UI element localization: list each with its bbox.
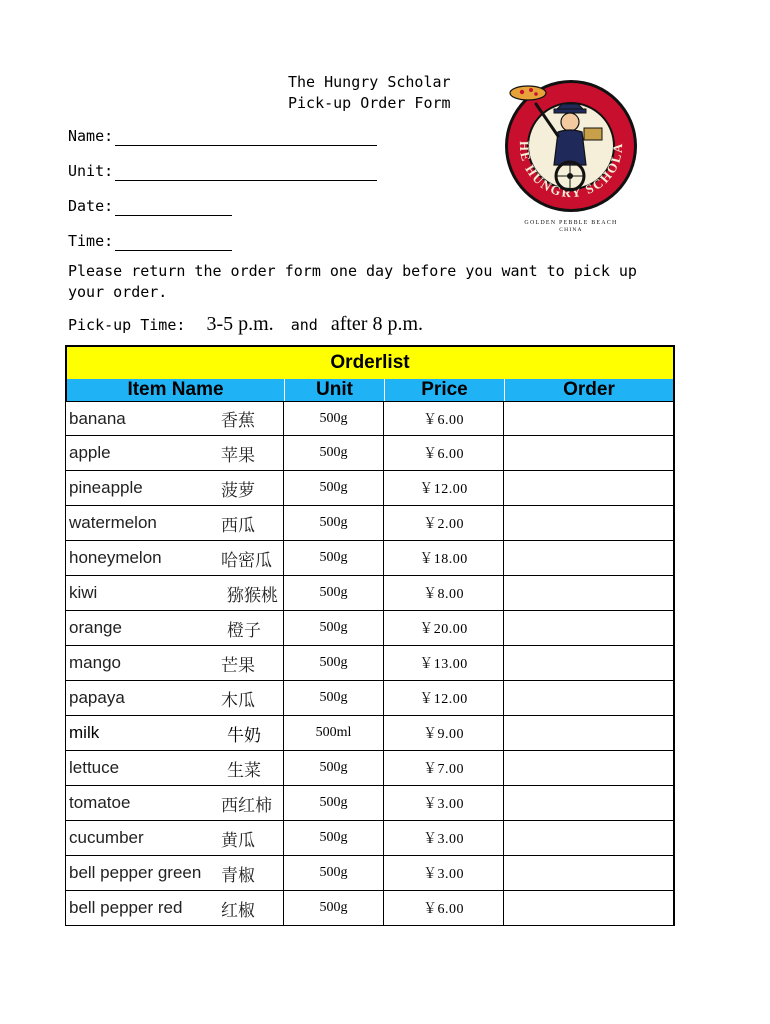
- time-blank[interactable]: [115, 234, 232, 251]
- title-line-2: Pick-up Order Form: [288, 94, 451, 112]
- item-name-cell: [66, 786, 284, 820]
- header-item-name: Item Name: [67, 379, 285, 401]
- table-row: [66, 891, 673, 926]
- item-name-cell: [66, 541, 284, 575]
- order-quantity-cell[interactable]: [504, 821, 672, 855]
- item-name-zh: 香蕉: [221, 411, 255, 431]
- pickup-label: Pick-up Time:: [68, 316, 186, 334]
- pickup-and: and: [290, 316, 318, 334]
- return-instructions: Please return the order form one day before you want to pick up your order.: [68, 262, 637, 301]
- item-name-cell: [66, 646, 284, 680]
- item-name-zh: 猕猴桃: [227, 585, 278, 606]
- form-title: [288, 72, 451, 114]
- unit-cell: 500g: [284, 471, 384, 505]
- unit-cell: 500g: [284, 576, 384, 610]
- item-name-en: bell pepper green: [69, 863, 202, 882]
- order-quantity-cell[interactable]: [504, 751, 672, 785]
- order-quantity-cell[interactable]: [504, 576, 672, 610]
- price-cell: ￥7.00: [384, 751, 504, 785]
- price-cell: ￥12.00: [384, 681, 504, 715]
- item-name-zh: 红椒: [221, 900, 255, 921]
- name-label: Name:: [68, 127, 114, 145]
- title-line-1: The Hungry Scholar: [288, 73, 451, 91]
- item-name-en: cucumber: [69, 828, 144, 847]
- item-name-cell: [66, 436, 284, 470]
- item-name-cell: [66, 402, 284, 435]
- item-name-en: honeymelon: [69, 548, 162, 567]
- date-field[interactable]: [68, 196, 232, 216]
- unit-cell: 500ml: [284, 716, 384, 750]
- item-name-en: papaya: [69, 688, 125, 707]
- unit-cell: 500g: [284, 436, 384, 470]
- order-quantity-cell[interactable]: [504, 646, 672, 680]
- item-name-zh: 西瓜: [221, 515, 255, 536]
- order-quantity-cell[interactable]: [504, 436, 672, 470]
- item-name-zh: 苹果: [221, 445, 255, 466]
- unit-label: Unit:: [68, 162, 114, 180]
- item-name-zh: 西红柿: [221, 795, 272, 816]
- header-unit: Unit: [285, 379, 385, 401]
- price-cell: ￥6.00: [384, 402, 504, 435]
- price-cell: ￥3.00: [384, 821, 504, 855]
- price-cell: ￥13.00: [384, 646, 504, 680]
- unit-field[interactable]: [68, 161, 377, 181]
- order-quantity-cell[interactable]: [504, 716, 672, 750]
- unit-cell: 500g: [284, 681, 384, 715]
- item-name-en: pineapple: [69, 478, 143, 497]
- item-name-en: orange: [69, 618, 122, 637]
- table-row: [66, 506, 673, 541]
- item-name-cell: [66, 856, 284, 890]
- order-quantity-cell[interactable]: [504, 891, 672, 925]
- item-name-zh: 青椒: [221, 865, 255, 886]
- order-quantity-cell[interactable]: [504, 402, 672, 435]
- table-row: [66, 401, 673, 436]
- table-row: [66, 436, 673, 471]
- item-name-cell: [66, 681, 284, 715]
- item-name-en: mango: [69, 653, 121, 672]
- header-order: Order: [563, 379, 615, 400]
- table-row: [66, 751, 673, 786]
- table-row: [66, 681, 673, 716]
- item-name-zh: 黄瓜: [221, 830, 255, 851]
- logo-subtext-1: GOLDEN PEBBLE BEACH: [524, 220, 618, 226]
- date-label: Date:: [68, 197, 114, 215]
- price-cell: ￥8.00: [384, 576, 504, 610]
- item-name-cell: [66, 576, 284, 610]
- unit-cell: 500g: [284, 786, 384, 820]
- item-name-cell: [66, 506, 284, 540]
- unit-cell: 500g: [284, 611, 384, 645]
- table-title: Orderlist: [65, 345, 675, 379]
- time-field[interactable]: [68, 231, 232, 251]
- time-label: Time:: [68, 232, 114, 250]
- item-name-cell: [66, 716, 284, 750]
- item-name-en: banana: [69, 408, 126, 428]
- table-row: [66, 821, 673, 856]
- header-price: Price: [385, 379, 505, 401]
- item-name-zh: 芒果: [221, 655, 255, 676]
- item-name-cell: [66, 891, 284, 925]
- table-row: [66, 611, 673, 646]
- table-row: [66, 856, 673, 891]
- item-name-zh: 哈密瓜: [221, 550, 272, 571]
- order-quantity-cell[interactable]: [504, 471, 672, 505]
- date-blank[interactable]: [115, 199, 232, 216]
- order-table: [65, 345, 675, 926]
- unit-cell: 500g: [284, 506, 384, 540]
- item-name-en: lettuce: [69, 758, 120, 777]
- table-row: [66, 471, 673, 506]
- unit-cell: 500g: [284, 751, 384, 785]
- item-name-cell: [66, 611, 284, 645]
- item-name-zh: 生菜: [227, 760, 261, 781]
- price-cell: ￥9.00: [384, 716, 504, 750]
- item-name-en: apple: [69, 443, 111, 462]
- order-quantity-cell[interactable]: [504, 611, 672, 645]
- unit-cell: 500g: [284, 646, 384, 680]
- order-quantity-cell[interactable]: [504, 786, 672, 820]
- table-row: [66, 716, 673, 751]
- order-quantity-cell[interactable]: [504, 541, 672, 575]
- item-name-cell: [66, 821, 284, 855]
- price-cell: ￥6.00: [384, 436, 504, 470]
- pickup-time-1: 3-5 p.m.: [206, 313, 274, 335]
- item-name-en: bell pepper red: [69, 898, 183, 917]
- item-name-en: watermelon: [69, 513, 157, 532]
- price-cell: ￥3.00: [384, 786, 504, 820]
- price-cell: ￥12.00: [384, 471, 504, 505]
- unit-cell: 500g: [284, 856, 384, 890]
- unit-cell: 500g: [284, 821, 384, 855]
- name-field[interactable]: [68, 126, 377, 146]
- order-quantity-cell[interactable]: [504, 506, 672, 540]
- logo-subtext-2: CHINA: [559, 227, 583, 232]
- item-name-zh: 橙子: [227, 620, 261, 641]
- price-cell: ￥18.00: [384, 541, 504, 575]
- table-row: [66, 646, 673, 681]
- item-name-zh: 牛奶: [227, 725, 261, 746]
- item-name-zh: 菠萝: [221, 480, 255, 501]
- unit-cell: 500g: [284, 541, 384, 575]
- price-cell: ￥20.00: [384, 611, 504, 645]
- unit-cell: 500g: [284, 402, 384, 435]
- logo-ring-text: HE HUNGRY SCHOLA: [516, 140, 626, 201]
- item-name-cell: [66, 471, 284, 505]
- order-quantity-cell[interactable]: [504, 681, 672, 715]
- unit-blank[interactable]: [115, 164, 377, 181]
- item-name-zh: 木瓜: [221, 690, 255, 711]
- table-body: [65, 401, 675, 926]
- hungry-scholar-logo: [498, 80, 644, 232]
- table-row: [66, 576, 673, 611]
- order-quantity-cell[interactable]: [504, 856, 672, 890]
- table-row: [66, 541, 673, 576]
- item-name-en: milk: [69, 723, 100, 742]
- item-name-en: kiwi: [69, 583, 98, 602]
- table-header-row: [65, 379, 675, 401]
- pickup-time-2: after 8 p.m.: [330, 313, 423, 335]
- price-cell: ￥6.00: [384, 891, 504, 925]
- item-name-cell: [66, 751, 284, 785]
- pickup-time-line: [68, 313, 423, 336]
- table-row: [66, 786, 673, 821]
- item-name-en: tomatoe: [69, 793, 131, 812]
- unit-cell: 500g: [284, 891, 384, 925]
- name-blank[interactable]: [115, 129, 377, 146]
- price-cell: ￥2.00: [384, 506, 504, 540]
- price-cell: ￥3.00: [384, 856, 504, 890]
